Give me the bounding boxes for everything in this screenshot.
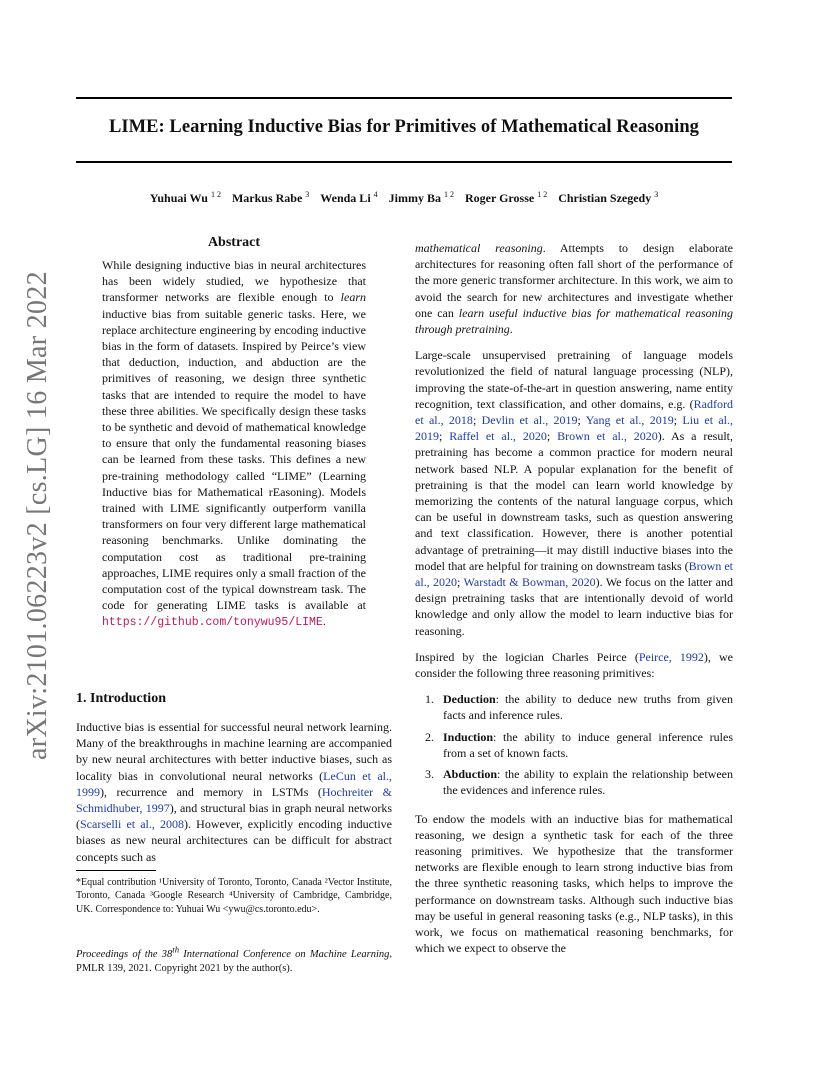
paragraph: mathematical reasoning. Attempts to design elaborate architectures for reasoning often fall short of the performance of the more generic transformer architecture. In this work, we aim to avoid the search for new architectures and investigate whether one can learn useful inductive bias for mathematical reasoning through pretraining. [415, 241, 734, 337]
citation-link[interactable]: Warstadt & Bowman, 2020 [463, 575, 596, 590]
author: Yuhuai Wu $^{1 2}$ [149, 190, 221, 205]
section-heading-introduction: 1. Introduction [76, 691, 166, 706]
author: Christian Szegedy $^3$ [558, 190, 659, 205]
author: Wenda Li $^4$ [320, 190, 378, 205]
paragraph: Large-scale unsupervised pretraining of language models revolutionized the field of natural language processing (NLP), improving the state-of-the-art in question answering, name entity recognition, text classification, and other domains, e.g. (Radford et al., 2018; Devlin et al., 2019; Yang et al., 2019; Liu et al., 2019; Raffel et al., 2020; Brown et al., 2020). As a result, pretraining has become a common practice for modern neural network based NLP. A popular explanation for the benefit of pretraining is that the model can learn world knowledge by memorizing the contents of the natural language corpus, which can be useful in downstream tasks, such as question answering and text classification. However, there is another potential advantage of pretraining—it may distill inductive biases into the model that are helpful for training on downstream tasks (Brown et al., 2020; Warstadt & Bowman, 2020). We focus on the latter and design pretraining tasks that are intentionally devoid of world knowledge and only allow the model to learn inductive bias for reasoning. [415, 348, 734, 638]
citation-link[interactable]: Peirce, 1992 [638, 649, 704, 664]
citation-link[interactable]: Brown et al., 2020 [557, 429, 658, 444]
introduction-body: Inductive bias is essential for successful neural network learning. Many of the breakthroughs in machine learning are accompanied by new neural architectures with better inductive biases, such as locality bias in convolutional neural networks (LeCun et al., 1999), recurrence and memory in LSTMs (Hochreiter & Schmidhuber, 1997), and structural bias in graph neural networks (Scarselli et al., 2008). However, explicitly encoding inductive biases as new neural architectures can be difficult for abstract concepts such as [76, 720, 393, 864]
citation-link[interactable]: Raffel et al., 2020 [449, 429, 547, 444]
paragraph: To endow the models with an inductive bias for mathematical reasoning, we design a synthetic task for each of the three reasoning primitives. We hypothesize that the transformer networks are flexible enough to learn strong inductive bias from the three synthetic reasoning tasks, which helps to improve the performance on downstream tasks. Although such inductive bias may be useful in general reasoning tasks (e.g., NLP tasks), in this work, we focus on mathematical reasoning benchmarks, for which we expect to observe the [415, 811, 733, 956]
affiliations-footnote: *Equal contribution ¹University of Toronto, Toronto, Canada ²Vector Institute, Toronto, Canada ³Google Research ⁴University of Cambridge, Cambridge, UK. Correspondence to: Yuhuai Wu <ywu@cs.toronto.edu>. [76, 877, 392, 915]
author: Jimmy Ba $^{1 2}$ [388, 190, 454, 205]
left-column [76, 235, 392, 632]
citation-link[interactable]: LeCun et al., 1999 [76, 768, 392, 799]
title-rule-top [76, 97, 732, 99]
citation-link[interactable]: Brown et al., 2020 [415, 558, 734, 590]
author: Roger Grosse $^{1 2}$ [465, 190, 548, 205]
citation-link[interactable]: Hochreiter & Schmidhuber, 1997 [76, 784, 393, 816]
author-list [76, 190, 732, 206]
citation-link[interactable]: Yang et al., 2019 [585, 413, 674, 428]
paper-title: LIME: Learning Inductive Bias for Primitives of Mathematical Reasoning [109, 117, 699, 137]
paragraph: Inspired by the logician Charles Peirce (Peirce, 1992), we consider the following three reasoning primitives: [415, 649, 733, 681]
right-column [415, 240, 733, 966]
title-rule-bottom [76, 161, 732, 163]
abstract-heading: Abstract [207, 235, 261, 250]
proceedings-note: Proceedings of the 38th International Conference on Machine Learning, PMLR 139, 2021. Copyright 2021 by the author(s). [76, 944, 392, 974]
arxiv-stamp: arXiv:2101.06223v2 [cs.LG] 16 Mar 2022 [22, 271, 53, 760]
citation-link[interactable]: Radford et al., 2018 [415, 396, 733, 428]
citation-link[interactable]: Scarselli et al., 2008 [80, 817, 185, 832]
list-item: 1. Deduction: the ability to deduce new truths from given facts and inference rules. [425, 692, 733, 723]
author: Markus Rabe $^3$ [231, 190, 310, 205]
list-item: 3. Abduction: the ability to explain the relationship between the evidences and inference rules. [425, 767, 733, 798]
list-item: 2. Induction: the ability to induce general inference rules from a set of known facts. [425, 729, 733, 760]
abstract-body: While designing inductive bias in neural architectures has been widely studied, we hypothesize that transformer networks are flexible enough to learn inductive bias from suitable generic tasks. Here, we replace architecture engineering by encoding inductive bias in the form of datasets. Inspired by Peirce’s view that deduction, induction, and abduction are the primitives of reasoning, we design three synthetic tasks that are intended to require the model to have these three abilities. We specifically design these tasks to be synthetic and devoid of mathematical knowledge to ensure that only the fundamental reasoning biases can be learned from these tasks. This defines a new pre-training methodology called “LIME” (Learning Inductive bias for Mathematical rEasoning). Models trained with LIME significantly outperform vanilla transformers on four very different large mathematical reasoning benchmarks. Unlike dominating the computation cost as traditional pre-training approaches, LIME requires only a small fraction of the computation cost of the typical downstream task. The code for generating LIME tasks is available at https://github.com/tonywu95/LIME. [102, 258, 366, 630]
footnote-rule [76, 870, 156, 871]
code-link[interactable]: https://github.com/tonywu95/LIME [102, 616, 323, 630]
citation-link[interactable]: Liu et al., 2019 [415, 413, 734, 444]
citation-link[interactable]: Devlin et al., 2019 [481, 413, 578, 428]
reasoning-primitives-list [415, 691, 733, 798]
